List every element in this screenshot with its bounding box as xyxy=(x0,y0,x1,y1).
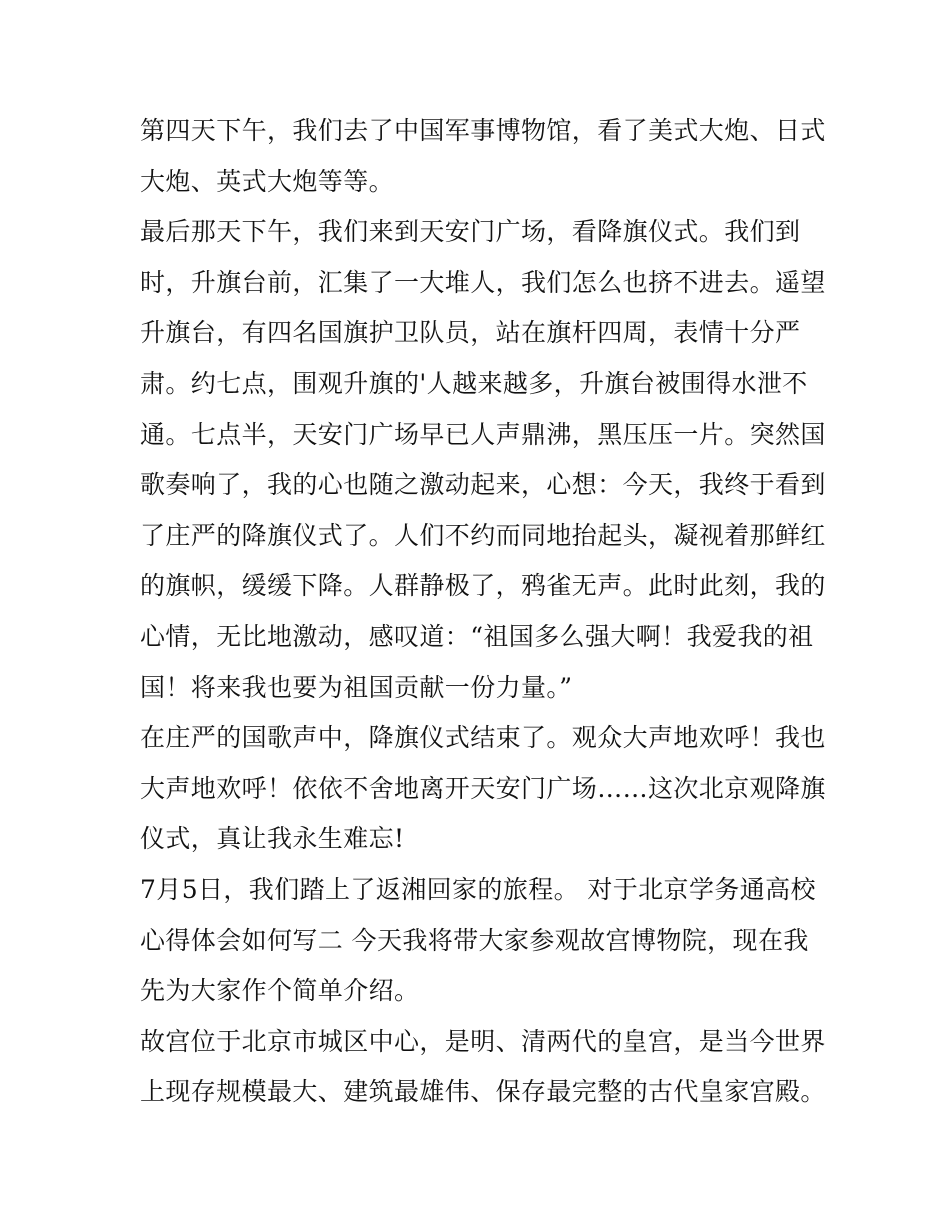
text-line: 心情，无比地激动，感叹道：“祖国多么强大啊！我爱我的祖 xyxy=(140,621,814,651)
text-line: 的旗帜，缓缓下降。人群静极了，鸦雀无声。此时此刻，我的 xyxy=(140,571,826,601)
text-line: 在庄严的国歌声中，降旗仪式结束了。观众大声地欢呼！我也 xyxy=(140,723,826,753)
text-line: 国！将来我也要为祖国贡献一份力量。” xyxy=(140,672,573,702)
text-line: 时，升旗台前，汇集了一大堆人，我们怎么也挤不进去。遥望 xyxy=(140,267,826,297)
document-body xyxy=(140,106,826,1118)
text-line: 通。七点半，天安门广场早已人声鼎沸，黑压压一片。突然国 xyxy=(140,419,826,449)
text-line: 升旗台，有四名国旗护卫队员，站在旗杆四周，表情十分严 xyxy=(140,318,801,348)
text-line: 心得体会如何写二 今天我将带大家参观故宫博物院，现在我 xyxy=(140,925,809,955)
text-line: 第四天下午，我们去了中国军事博物馆，看了美式大炮、日式 xyxy=(140,116,826,145)
text-line: 大炮、英式大炮等等。 xyxy=(140,166,395,196)
text-line: 7月5日，我们踏上了返湘回家的旅程。 对于北京学务通高校 xyxy=(140,874,816,904)
text-line: 上现存规模最大、建筑最雄伟、保存最完整的古代皇家宫殿。 xyxy=(140,1077,826,1107)
text-line: 歌奏响了，我的心也随之激动起来，心想：今天，我终于看到 xyxy=(140,470,826,500)
text-line: 肃。约七点，围观升旗的'人越来越多，升旗台被围得水泄不 xyxy=(140,368,808,398)
text-line: 先为大家作个简单介绍。 xyxy=(140,976,420,1006)
text-line: 最后那天下午，我们来到天安门广场，看降旗仪式。我们到 xyxy=(140,217,801,247)
text-line: 故宫位于北京市城区中心，是明、清两代的皇宫，是当今世界 xyxy=(140,1026,826,1056)
text-line: 了庄严的降旗仪式了。人们不约而同地抬起头，凝视着那鲜红 xyxy=(140,520,826,550)
text-line: 仪式，真让我永生难忘! xyxy=(140,824,405,854)
text-line: 大声地欢呼！依依不舍地离开天安门广场……这次北京观降旗 xyxy=(140,773,826,803)
